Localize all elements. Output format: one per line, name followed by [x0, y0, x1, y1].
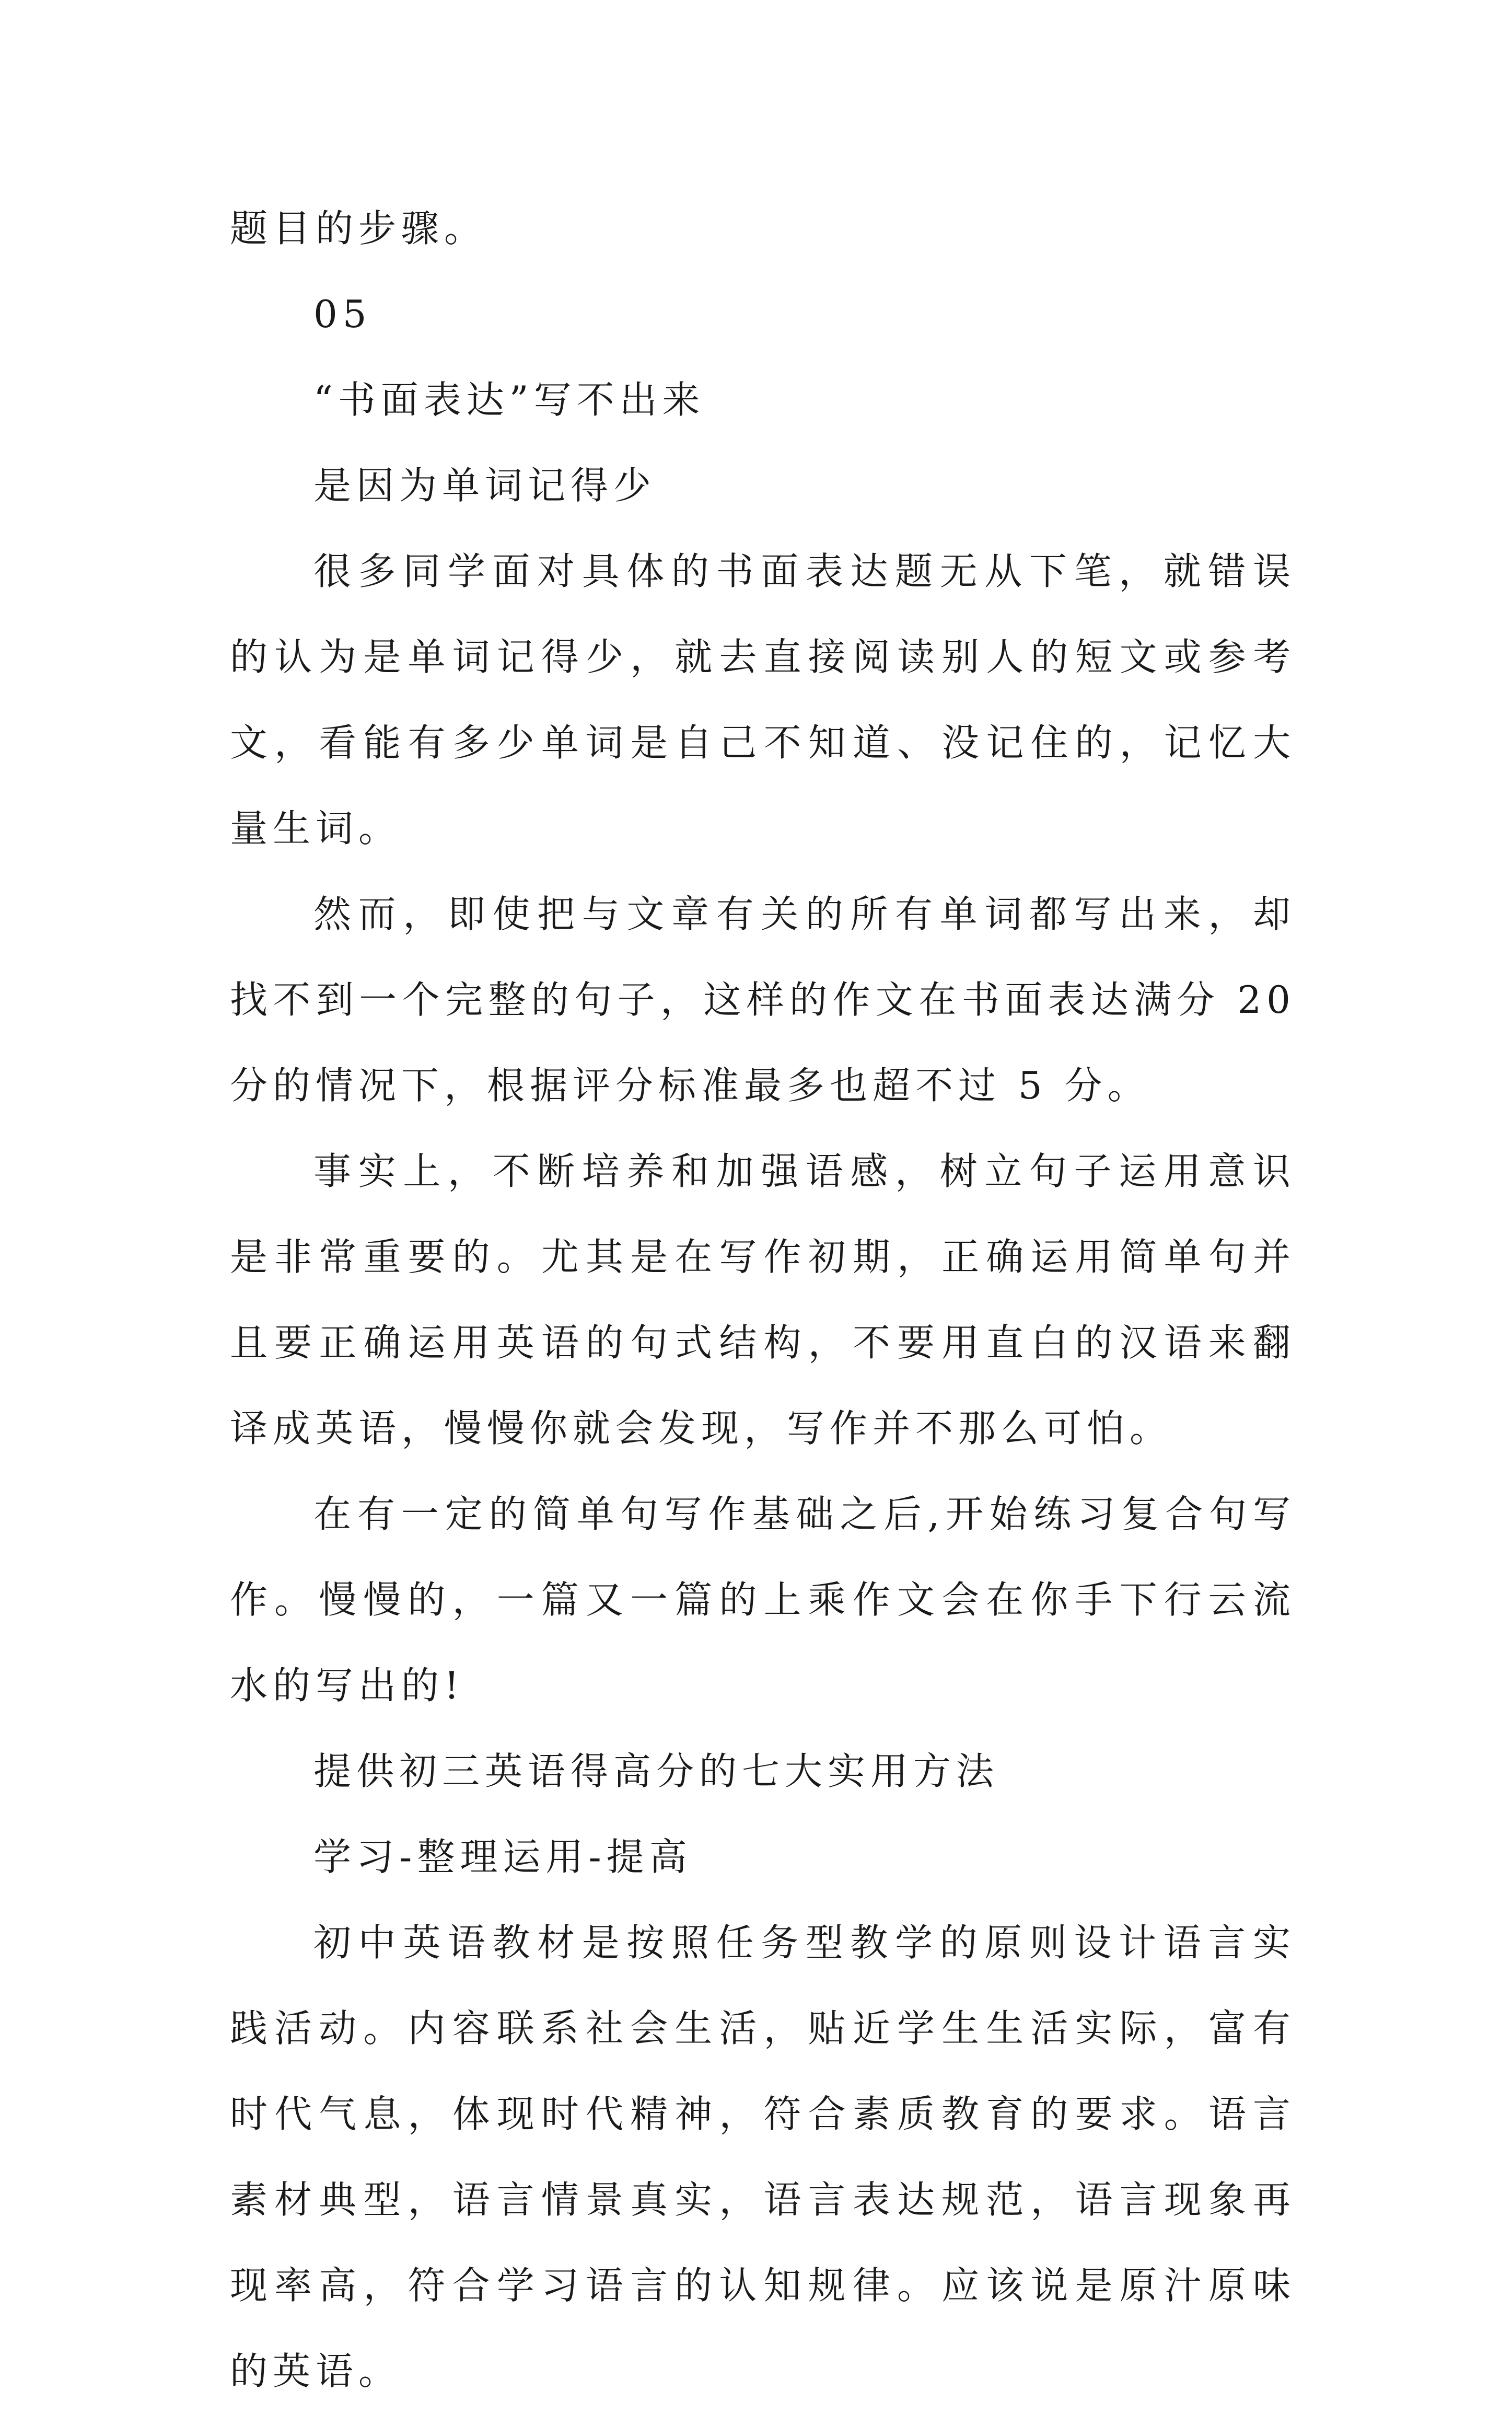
paragraph-11: 初中英语教材是按照任务型教学的原则设计语言实践活动。内容联系社会生活，贴近学生生活实际，富有时代气息，体现时代精神，符合素质教育的要求。语言素材典型，语言情景真实，语言表达规范，语言现象再现率高，符合学习语言的认知规律。应该说是原汁原味的英语。 [230, 1921, 1296, 2393]
paragraph-8: 在有一定的简单句写作基础之后,开始练习复合句写作。慢慢的，一篇又一篇的上乘作文会在你手下行云流水的写出的! [230, 1492, 1296, 1707]
paragraph-7: 事实上，不断培养和加强语感，树立句子运用意识是非常重要的。尤其是在写作初期，正确运用简单句并且要正确运用英语的句式结构，不要用直白的汉语来翻译成英语，慢慢你就会发现，写作并不那么可怕。 [230, 1149, 1296, 1450]
article-title: 提供初三英语得高分的七大实用方法 [313, 1749, 999, 1793]
paragraph-5: 很多同学面对具体的书面表达题无从下笔，就错误的认为是单词记得少，就去直接阅读别人的短文或参考文，看能有多少单词是自己不知道、没记住的，记忆大量生词。 [230, 549, 1296, 850]
paragraph-6: 然而，即使把与文章有关的所有单词都写出来，却找不到一个完整的句子，这样的作文在书面表达满分 20 分的情况下，根据评分标准最多也超不过 5 分。 [230, 892, 1296, 1107]
section-number: 05 [313, 292, 372, 336]
article-subtitle: 学习-整理运用-提高 [313, 1835, 692, 1879]
document-body [230, 186, 1296, 2414]
section-heading: “书面表达”写不出来 [313, 378, 705, 422]
paragraph-1: 题目的步骤。 [230, 206, 487, 250]
section-subheading: 是因为单词记得少 [313, 464, 657, 507]
